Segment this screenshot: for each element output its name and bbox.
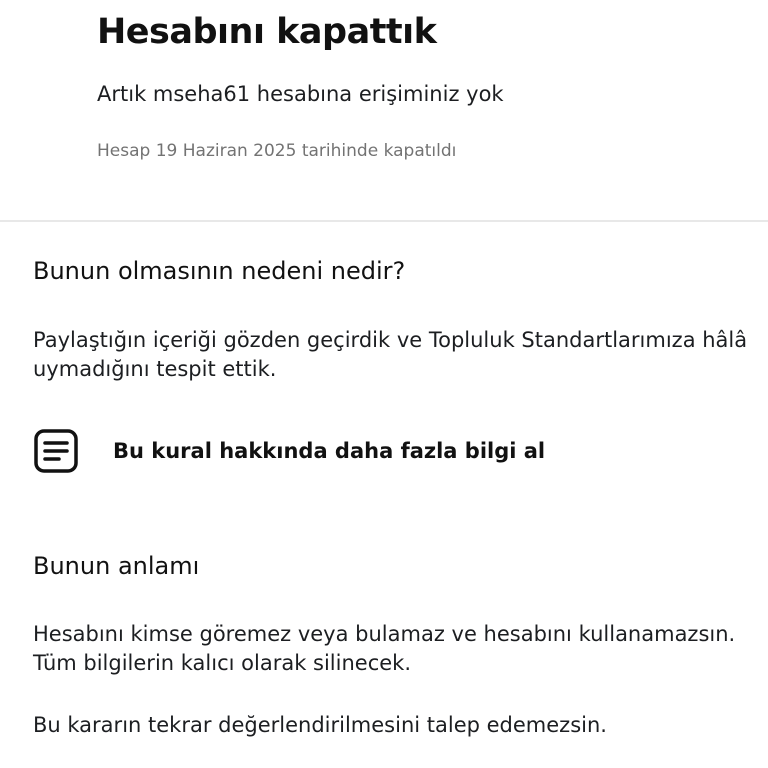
section-divider <box>0 220 768 222</box>
reason-body: Paylaştığın içeriği gözden geçirdik ve Topluluk Standartlarımıza hâlâ uymadığını tespit ettik. <box>33 328 748 381</box>
account-closed-header <box>0 0 768 222</box>
meaning-heading: Bunun anlamı <box>33 552 200 580</box>
reason-heading: Bunun olmasının nedeni nedir? <box>33 257 406 285</box>
page-subtitle: Artık mseha61 hesabına erişiminiz yok <box>97 82 504 106</box>
page-title: Hesabını kapattık <box>97 12 437 52</box>
document-icon <box>33 428 79 474</box>
learn-more-label: Bu kural hakkında daha fazla bilgi al <box>113 439 546 463</box>
appeal-note: Bu kararın tekrar değerlendirilmesini talep edemezsin. <box>33 713 607 737</box>
learn-more-link[interactable] <box>33 427 633 475</box>
meaning-body: Hesabını kimse göremez veya bulamaz ve hesabını kullanamazsın. Tüm bilgilerin kalıcı olarak silinecek. <box>33 622 736 675</box>
closed-date-text: Hesap 19 Haziran 2025 tarihinde kapatıldı <box>97 141 457 161</box>
